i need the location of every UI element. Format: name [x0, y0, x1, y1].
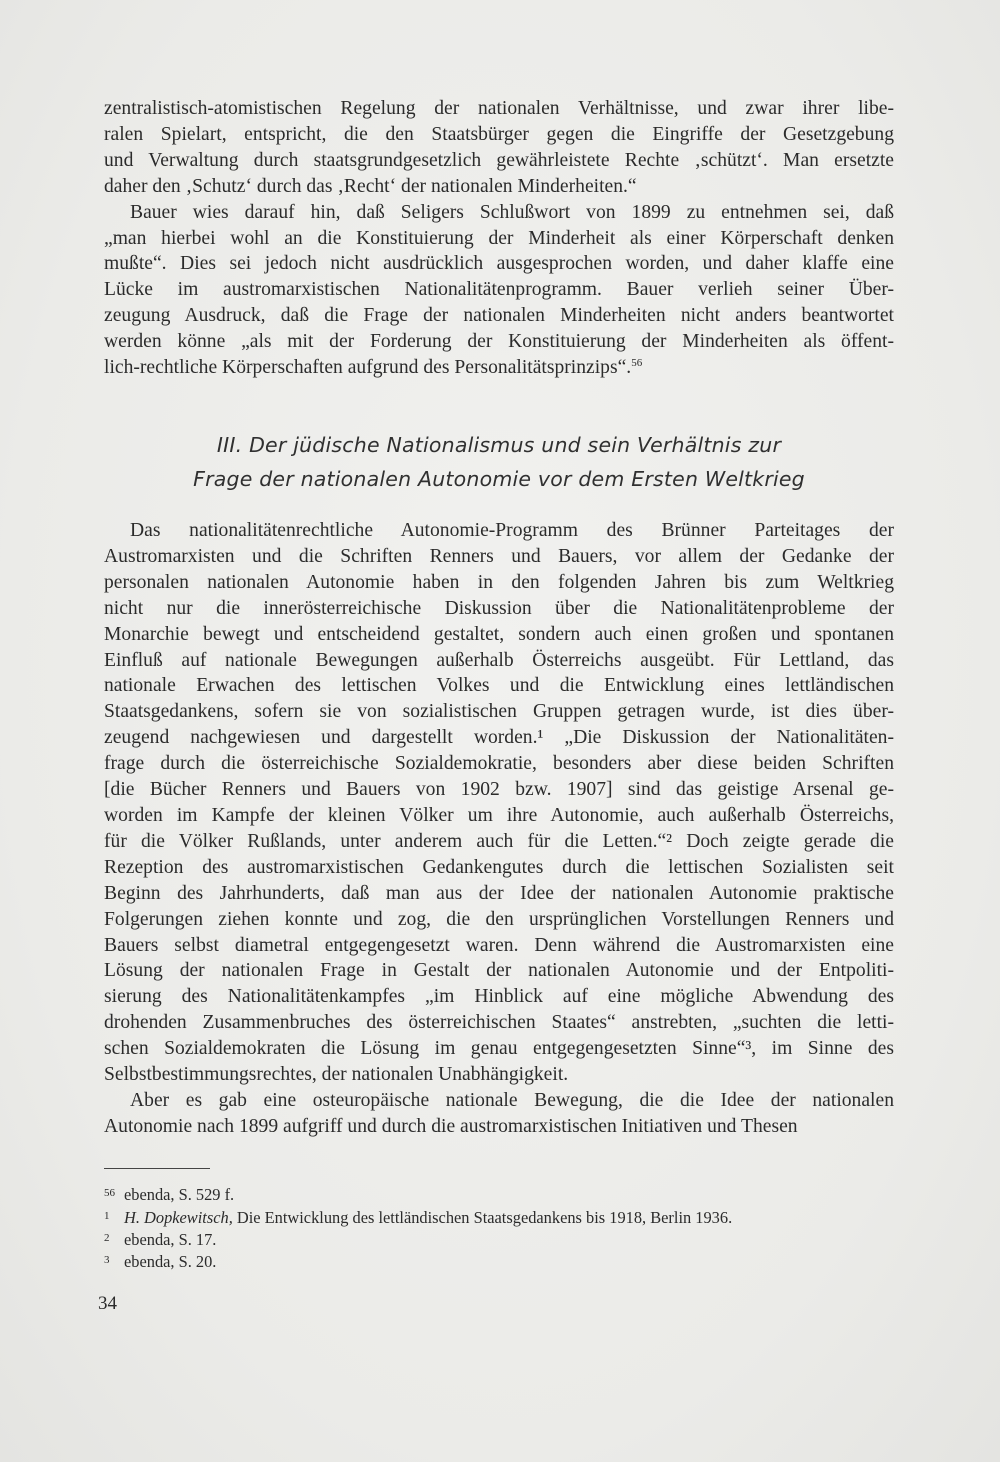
text-line: frage durch die österreichische Sozialdemokratie, besonders aber diese beiden Schriften [104, 753, 894, 775]
text-line: Lösung der nationalen Frage in Gestalt der nationalen Autonomie und der Entpoliti- [104, 960, 894, 982]
footnote-1 [104, 1205, 904, 1229]
text-line: drohenden Zusammenbruches des österreichischen Staates“ anstrebten, „suchten die letti- [104, 1012, 894, 1034]
footnote-text: ebenda, S. 529 f. [124, 1185, 235, 1204]
page-number: 34 [98, 1293, 117, 1314]
footnote-number: 3 [104, 1254, 110, 1266]
footnote-text: Die Entwicklung des lettländischen Staatsgedankens bis 1918, Berlin 1936. [232, 1208, 733, 1227]
paragraph-bauer [104, 200, 894, 381]
text-line: schen Sozialdemokraten die Lösung im genau entgegengesetzten Sinne“³, im Sinne des [104, 1038, 894, 1060]
paragraph-autonomie [104, 518, 894, 1088]
footnote-56 [104, 1182, 904, 1206]
footnote-number: 1 [104, 1210, 110, 1222]
footnote-number: 56 [104, 1187, 115, 1199]
footnote-author: H. Dopkewitsch, [124, 1208, 233, 1227]
text-line: personalen nationalen Autonomie haben in den folgenden Jahren bis zum Weltkrieg [104, 571, 894, 593]
text-line: Das nationalitätenrechtliche Autonomie-Programm des Brünner Parteitages der [130, 520, 894, 541]
text-line: und Verwaltung durch staatsgrundgesetzlich gewährleistete Rechte ‚schützt‘. Man ersetzte [104, 149, 894, 171]
heading-line-2: Frage der nationalen Autonomie vor dem Ersten Weltkrieg [193, 467, 805, 491]
text-line: Autonomie nach 1899 aufgriff und durch die austromarxistischen Initiativen und Thesen [104, 1115, 798, 1137]
text-line: zeugung Ausdruck, daß die Frage der nationalen Minderheiten nicht anders beantwortet [104, 305, 894, 327]
text-line: sierung des Nationalitätenkampfes „im Hinblick auf eine mögliche Abwendung des [104, 986, 894, 1008]
text-line-with-note [104, 355, 894, 381]
text-line: lich-rechtliche Körperschaften aufgrund des Personalitätsprinzips“. [104, 357, 632, 379]
text-line: Austromarxisten und die Schriften Renners und Bauers, vor allem der Gedanke der [104, 545, 894, 567]
paragraph-osteuropa [104, 1088, 894, 1140]
top-text-block [104, 96, 894, 381]
footnote-text: ebenda, S. 17. [124, 1230, 217, 1249]
text-line: worden im Kampfe der kleinen Völker um ihre Autonomie, auch außerhalb Österreichs, [104, 804, 894, 826]
text-line: nicht nur die innerösterreichische Diskussion über die Nationalitätenprobleme der [104, 597, 894, 619]
footnote-ref: 56 [631, 357, 643, 370]
text-line: zentralistisch-atomistischen Regelung der nationalen Verhältnisse, und zwar ihrer libe- [104, 98, 894, 119]
footnote-3 [104, 1249, 904, 1273]
footnote-text: ebenda, S. 20. [124, 1252, 217, 1271]
text-line: Bauer wies darauf hin, daß Seligers Schlußwort von 1899 zu entnehmen sei, daß [130, 201, 894, 223]
text-line: daher den ‚Schutz‘ durch das ‚Recht‘ der nationalen Minderheiten.“ [104, 175, 637, 197]
text-line: „man hierbei wohl an die Konstituierung der Minderheit als einer Körperschaft denken [104, 227, 894, 249]
text-line: für die Völker Rußlands, unter anderem auch für die Letten.“² Doch zeigte gerade die [104, 830, 894, 852]
text-line: ralen Spielart, entspricht, die den Staatsbürger gegen die Eingriffe der Gesetzgebung [104, 123, 894, 145]
text-line: Folgerungen ziehen konnte und zog, die den ursprünglichen Vorstellungen Renners und [104, 908, 894, 930]
footnote-number: 2 [104, 1232, 110, 1244]
text-line: Bauers selbst diametral entgegengesetzt waren. Denn während die Austromarxisten eine [104, 934, 894, 956]
text-line: nationale Erwachen des lettischen Volkes und die Entwicklung eines lettländischen [104, 675, 894, 697]
text-line: Rezeption des austromarxistischen Gedankengutes durch die lettischen Sozialisten seit [104, 856, 894, 878]
text-line: Selbstbestimmungsrechtes, der nationalen Unabhängigkeit. [104, 1064, 569, 1086]
text-line: Einfluß auf nationale Bewegungen außerhalb Österreichs ausgeübt. Für Lettland, das [104, 649, 894, 671]
text-line: Beginn des Jahrhunderts, daß man aus der Idee der nationalen Autonomie praktische [104, 882, 894, 904]
body-text-block [104, 518, 894, 1140]
text-line: werden könne „als mit der Forderung der Konstituierung der Minderheiten als öffent- [104, 331, 894, 353]
heading-line-1: III. Der jüdische Nationalismus und sein Verhältnis zur [216, 433, 782, 457]
text-line: Lücke im austromarxistischen Nationalitätenprogramm. Bauer verlieh seiner Über- [104, 279, 894, 301]
text-line: Staatsgedankens, sofern sie von sozialistischen Gruppen getragen wurde, ist dies über- [104, 701, 894, 723]
section-heading [104, 428, 894, 496]
footnote-2 [104, 1227, 904, 1251]
text-line: zeugend nachgewiesen und dargestellt worden.¹ „Die Diskussion der Nationalitäten- [104, 727, 894, 749]
text-line: Aber es gab eine osteuropäische nationale Bewegung, die die Idee der nationalen [130, 1089, 894, 1111]
paragraph-continuation [104, 96, 894, 200]
text-line: [die Bücher Renners und Bauers von 1902 bzw. 1907] sind das geistige Arsenal ge- [104, 779, 894, 801]
footnote-rule [104, 1168, 210, 1169]
text-line: mußte“. Dies sei jedoch nicht ausdrücklich ausgesprochen worden, und daher klaffe eine [104, 253, 894, 275]
text-line: Monarchie bewegt und entscheidend gestaltet, sondern auch einen großen und spontanen [104, 623, 894, 645]
